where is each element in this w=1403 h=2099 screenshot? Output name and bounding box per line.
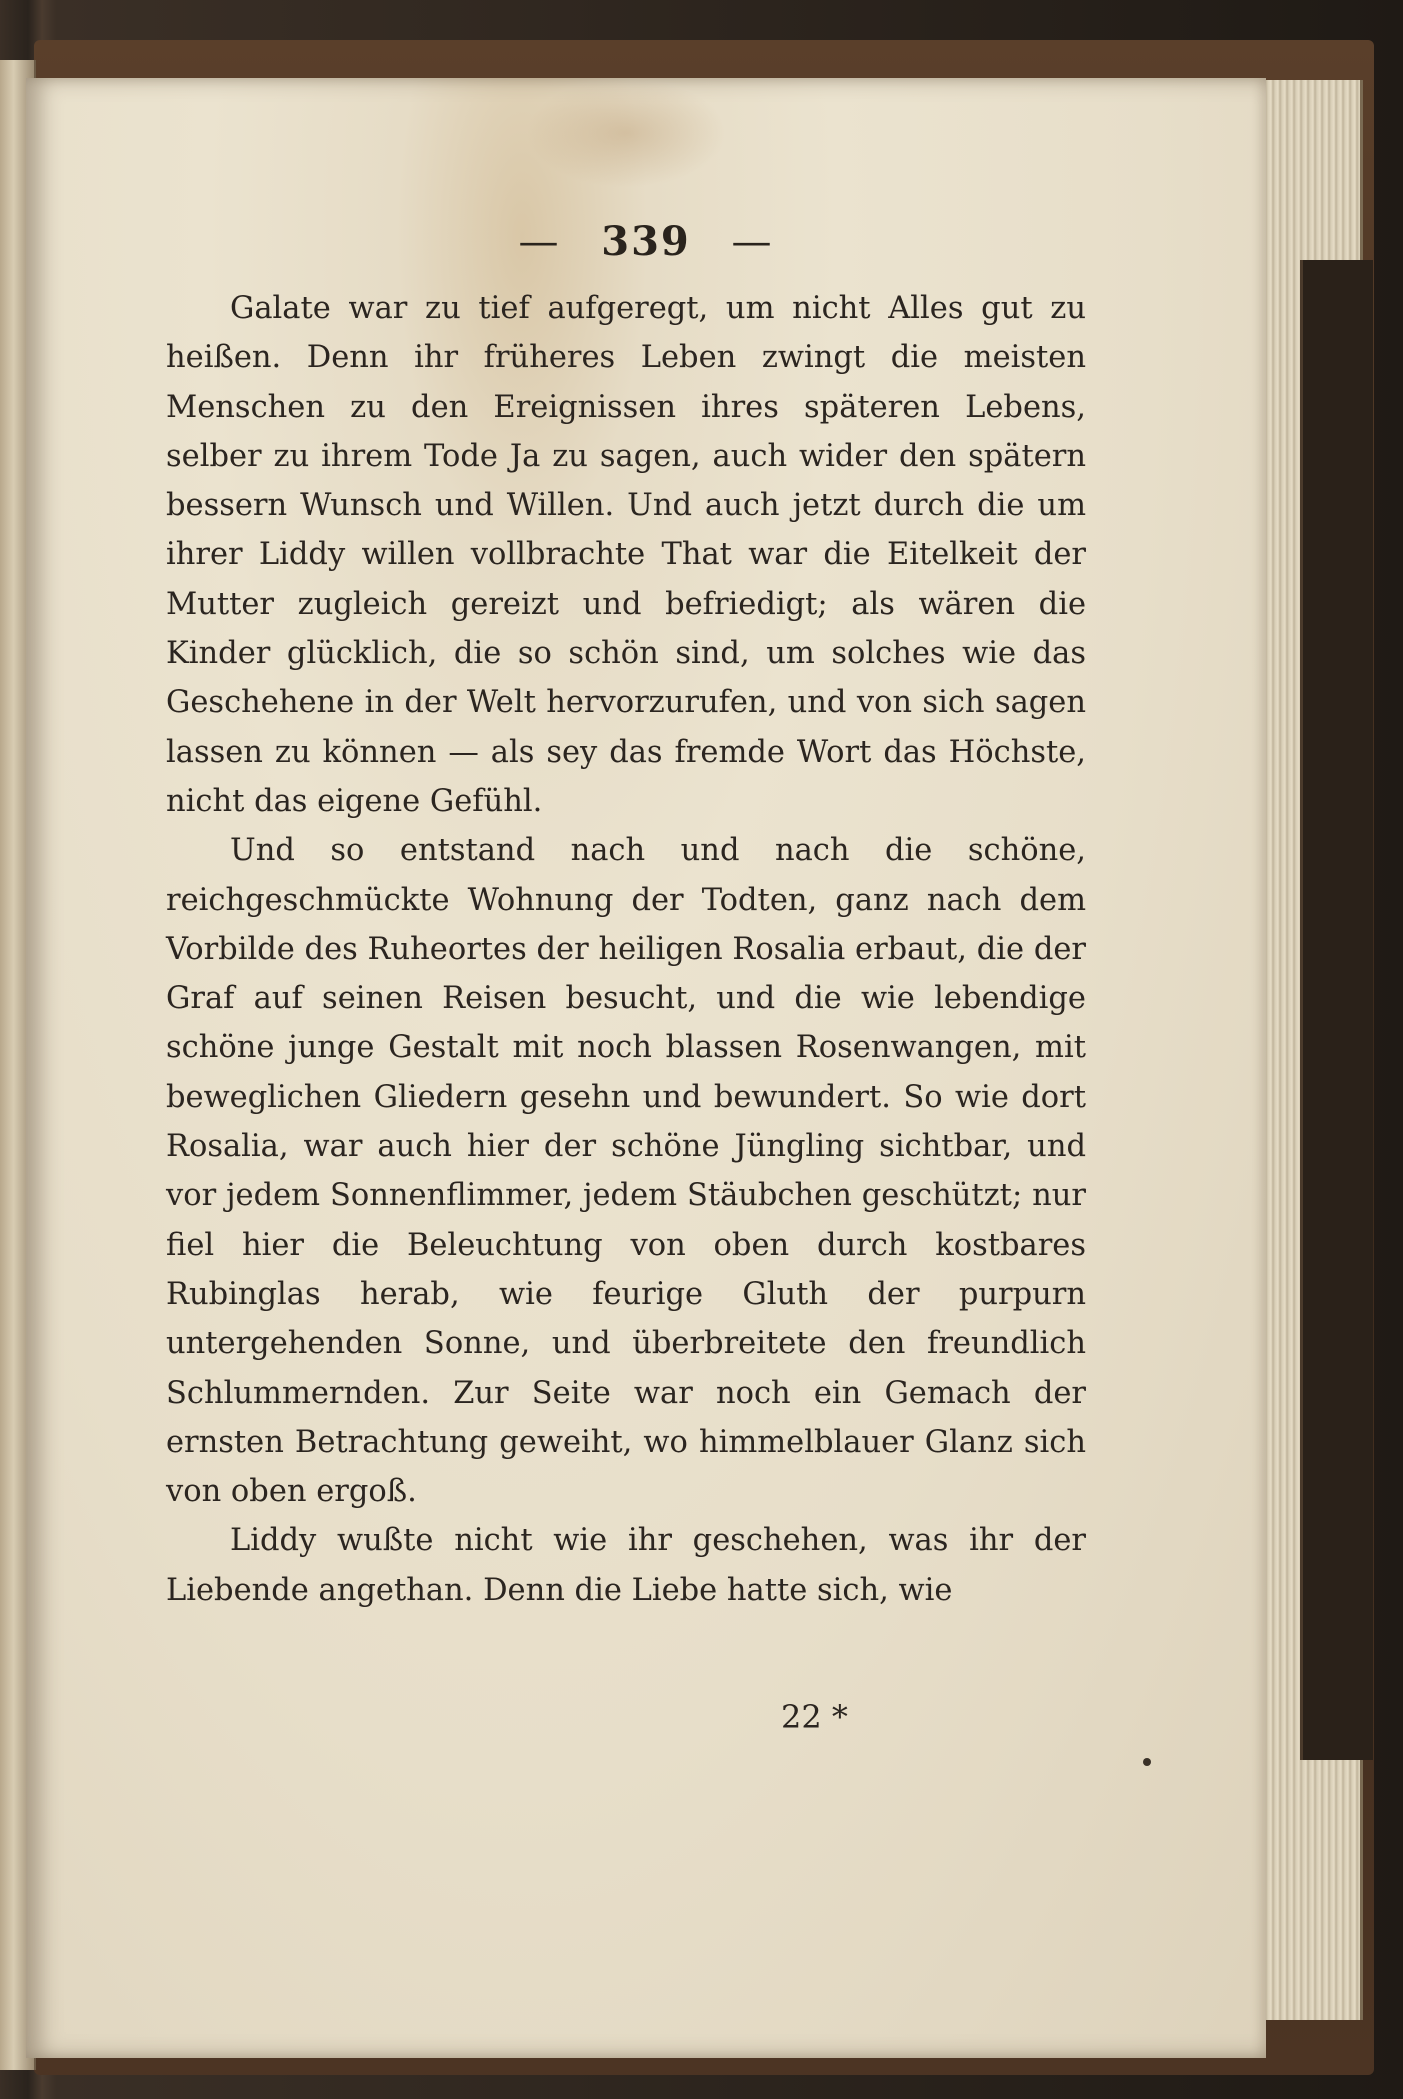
paper-stain — [526, 78, 726, 188]
paragraph-3: Liddy wußte nicht wie ihr geschehen, was ihr der Liebende angethan. Denn die Liebe hatte sich, wie — [166, 1523, 1086, 1608]
paragraph-2: Und so entstand nach und nach die schöne, reichgeschmückte Wohnung der Todten, ganz nach dem Vorbilde des Ruheortes der heiligen Rosalia erbaut, die der Graf auf seinen Reisen besucht, und die wie lebendige schöne junge Gestalt mit noch blassen Rosenwangen, mit beweglichen Gliedern gesehn und bewundert. So wie dort Rosalia, war auch hier der schöne Jüngling sichtbar, und vor jedem Sonnenflimmer, jedem Stäubchen geschützt; nur fiel hier die Beleuchtung von oben durch kostbares Rubinglas herab, wie feurige Gluth der purpurn untergehenden Sonne, und überbreitete den freundlich Schlummernden. Zur Seite war noch ein Gemach der ernsten Betrachtung geweiht, wo himmelblauer Glanz sich von oben ergoß. — [166, 833, 1086, 1510]
ink-dot — [1143, 1758, 1151, 1766]
book-binding — [1300, 260, 1373, 1760]
page-header — [26, 218, 1266, 265]
header-dash-left: — — [518, 219, 561, 265]
paragraph-1: Galate war zu tief aufgeregt, um nicht Alles gut zu heißen. Denn ihr früheres Leben zwingt die meisten Menschen zu den Ereignissen ihres späteren Lebens, selber zu ihrem Tode Ja zu sagen, auch wider den spätern bessern Wunsch und Willen. Und auch jetzt durch die um ihrer Liddy willen vollbrachte That war die Eitelkeit der Mutter zugleich gereizt und befriedigt; als wären die Kinder glücklich, die so schön sind, um solches wie das Geschehene in der Welt hervorzurufen, und von sich sagen lassen zu können — als sey das fremde Wort das Höchste, nicht das eigene Gefühl. — [166, 291, 1086, 819]
body-text — [166, 284, 1086, 1615]
header-dash-right: — — [731, 219, 774, 265]
page-number: 339 — [601, 218, 691, 265]
book-page — [26, 78, 1266, 2058]
signature-mark: 22 * — [781, 1698, 848, 1736]
